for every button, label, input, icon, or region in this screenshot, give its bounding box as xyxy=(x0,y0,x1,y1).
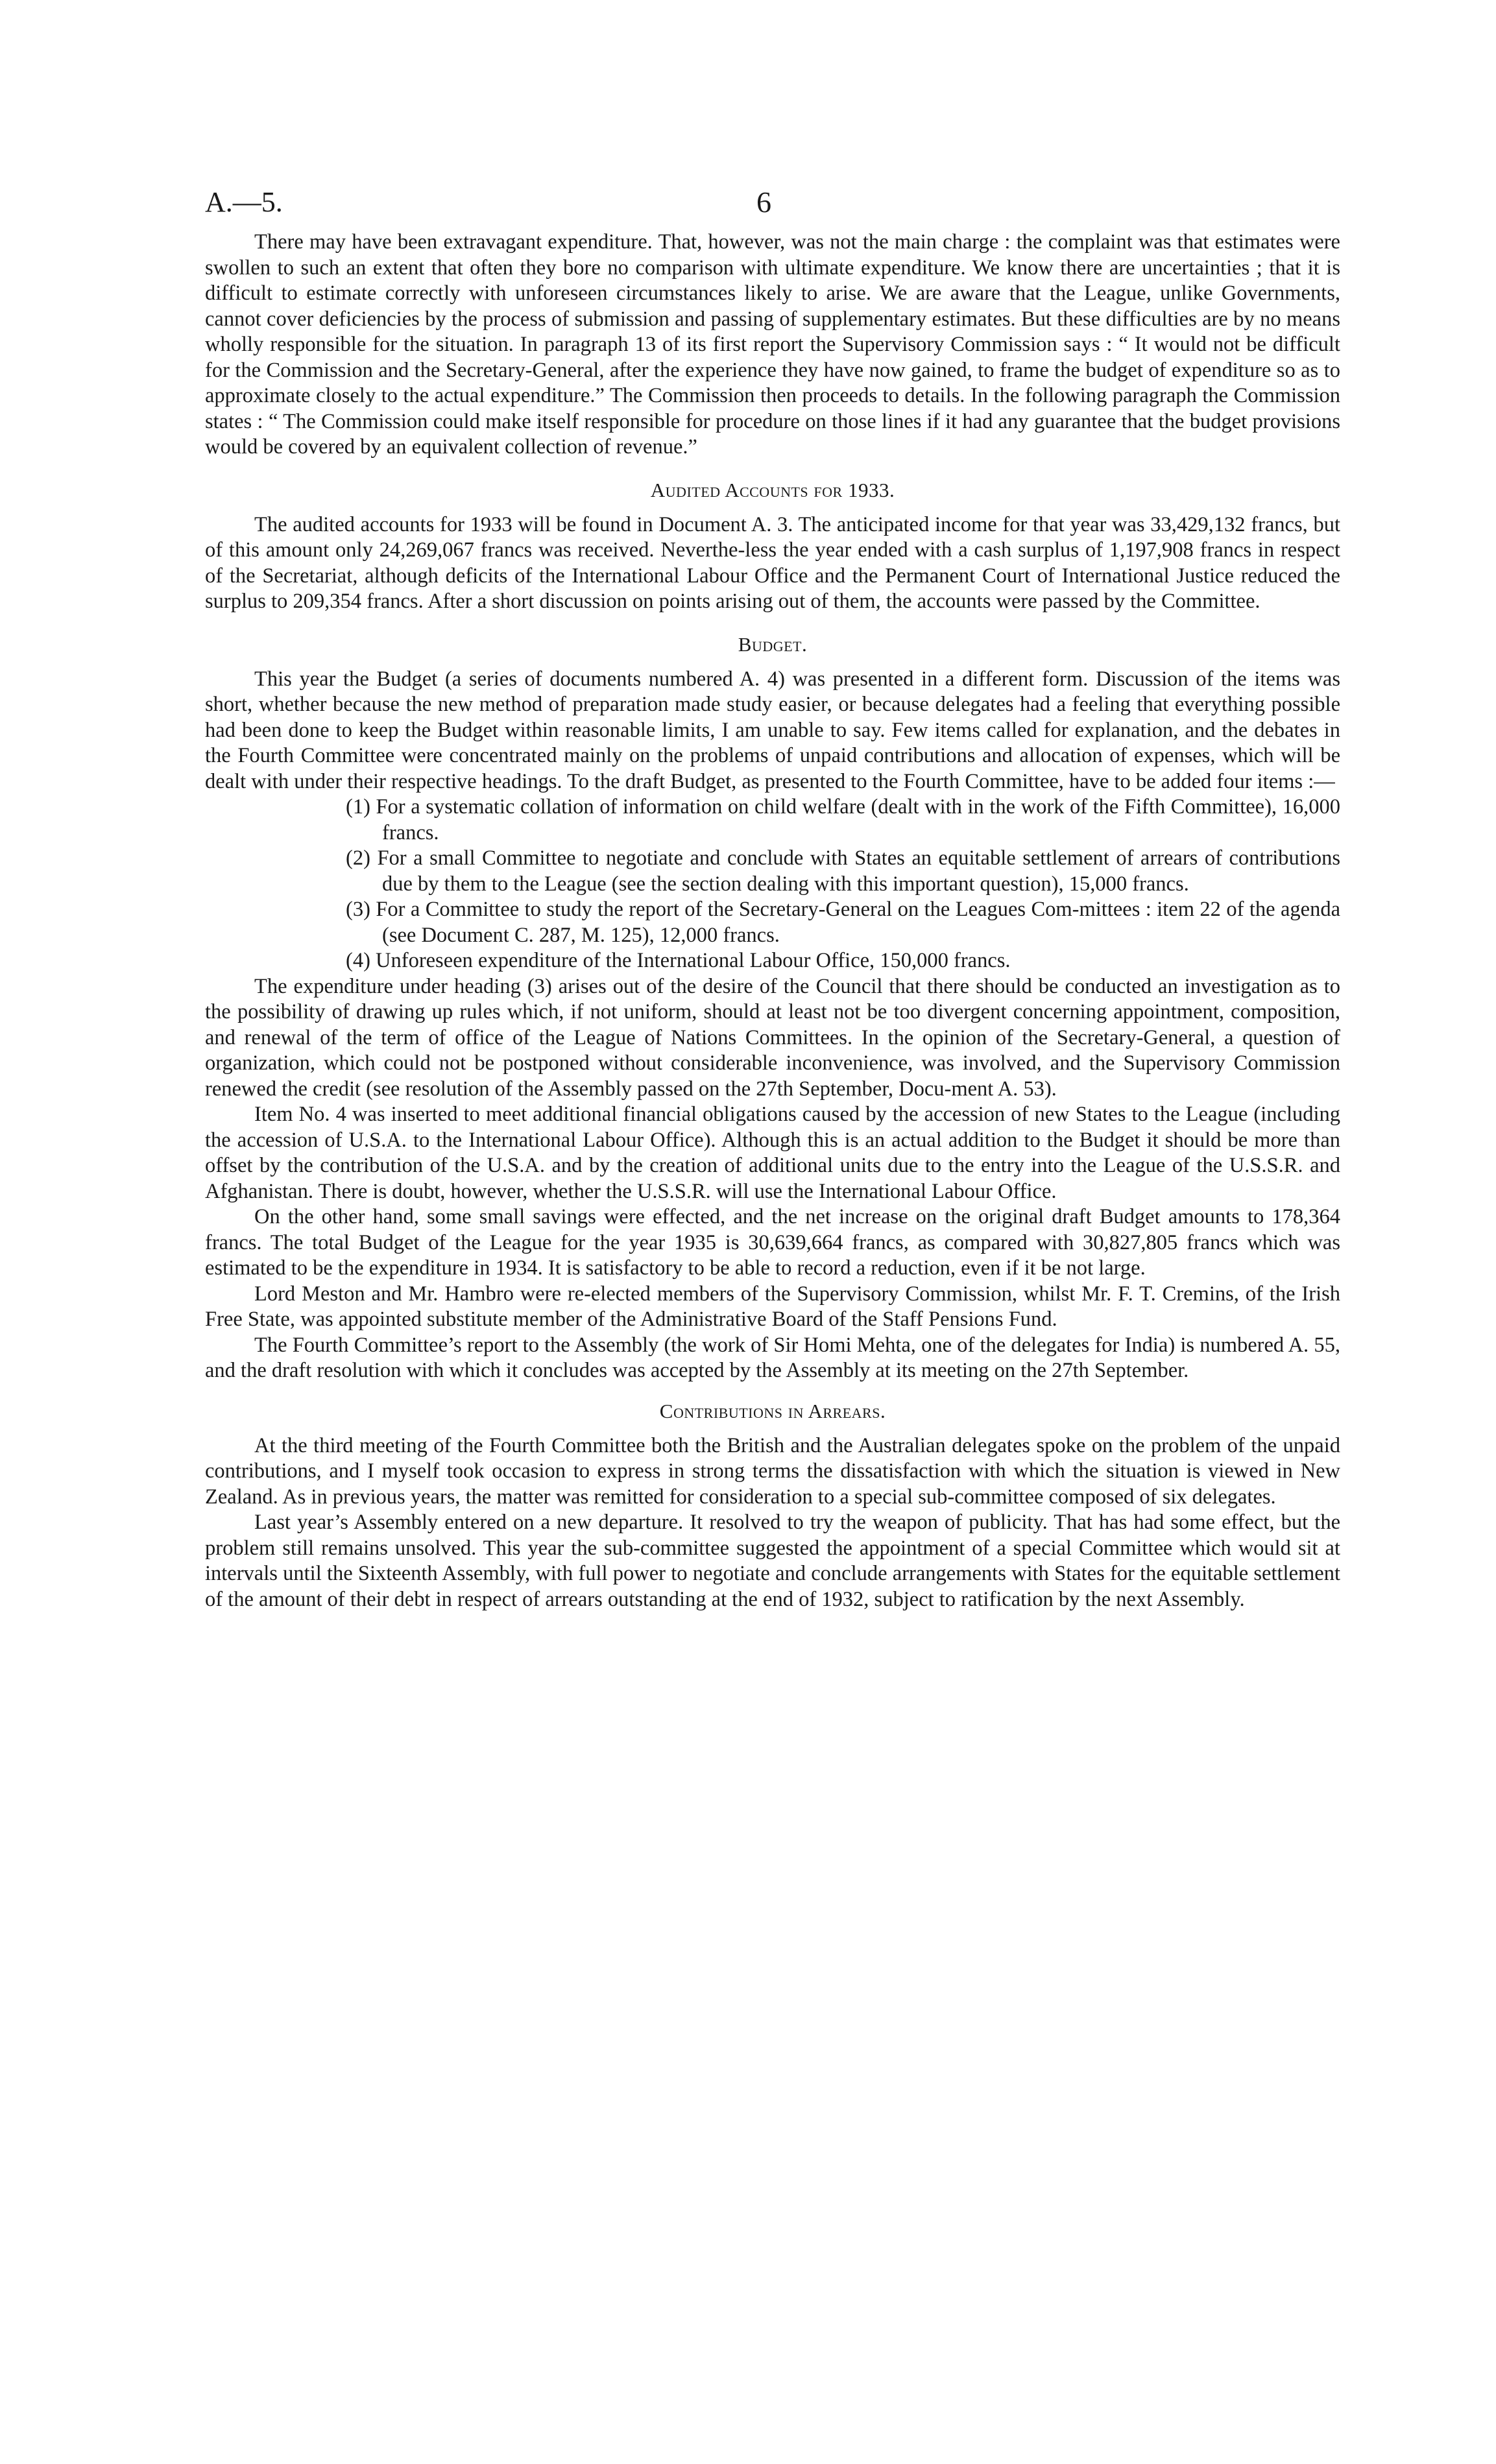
budget-paragraph: Item No. 4 was inserted to meet additional financial obligations caused by the accession of new States to the League (including the accession of U.S.A. to the International Labour Office). Although this is an actual addition to the Budget it should be more than offset by the contribution of the U.S.A. and by the creation of additional units due to the entry into the League of the U.S.S.R. and Afghanistan. There is doubt, however, whether the U.S.S.R. will use the International Labour Office. xyxy=(205,1103,1340,1203)
budget-items-list xyxy=(205,795,1340,974)
list-item: (3) For a Committee to study the report of the Secretary-General on the Leagues Com-mittees : item 22 of the agenda (see Document C. 287, M. 125), 12,000 francs. xyxy=(346,898,1340,947)
arrears-paragraph: Last year’s Assembly entered on a new departure. It resolved to try the weapon of publicity. That has had some effect, but the problem still remains unsolved. This year the sub-committee suggested the appointment of a special Committee which would sit at intervals until the Sixteenth Assembly, with full power to negotiate and conclude arrangements with States for the equitable settlement of the amount of their debt in respect of arrears outstanding at the end of 1932, subject to ratification by the next Assembly. xyxy=(205,1511,1340,1611)
intro-paragraph: There may have been extravagant expenditure. That, however, was not the main charge : the complaint was that estimates were swollen to such an extent that often they bore no comparison with ultimate expenditure. We know there are uncertainties ; that it is difficult to estimate correctly with unforeseen circumstances likely to arise. We are aware that the League, unlike Governments, cannot cover deficiencies by the process of submission and passing of supplementary estimates. But these difficulties are by no means wholly responsible for the situation. In paragraph 13 of its first report the Supervisory Commission says : “ It would not be difficult for the Commission and the Secretary-General, after the experience they have now gained, to frame the budget of expenditure so as to approximate closely to the actual expenditure.” The Commission then proceeds to details. In the following paragraph the Commission states : “ The Commission could make itself responsible for procedure on those lines if it had any guarantee that the budget provisions would be covered by an equivalent collection of revenue.” xyxy=(205,230,1340,459)
budget-paragraph: The expenditure under heading (3) arises out of the desire of the Council that there should be conducted an investigation as to the possibility of drawing up rules which, if not uniform, should at least not be too divergent concerning appointment, composition, and renewal of the term of office of the League of Nations Committees. In the opinion of the Secretary-General, a question of organization, which could not be postponed without considerable inconvenience, was involved, and the Supervisory Commission renewed the credit (see resolution of the Assembly passed on the 27th September, Docu-ment A. 53). xyxy=(205,974,1340,1101)
budget-paragraph: The Fourth Committee’s report to the Assembly (the work of Sir Homi Mehta, one of the delegates for India) is numbered A. 55, and the draft resolution with which it concludes was accepted by the Assembly at its meeting on the 27th September. xyxy=(205,1333,1340,1382)
arrears-paragraph: At the third meeting of the Fourth Committee both the British and the Australian delegates spoke on the problem of the unpaid contributions, and I myself took occasion to express in strong terms the dissatisfaction with which the situation is viewed in New Zealand. As in previous years, the matter was remitted for consideration to a special sub-committee composed of six delegates. xyxy=(205,1433,1340,1509)
list-item: (1) For a systematic collation of information on child welfare (dealt with in the work of the Fifth Committee), 16,000 francs. xyxy=(346,795,1340,844)
budget-paragraph: Lord Meston and Mr. Hambro were re-elected members of the Supervisory Commission, whilst Mr. F. T. Cremins, of the Irish Free State, was appointed substitute member of the Administrative Board of the Staff Pensions Fund. xyxy=(205,1282,1340,1331)
list-item: (4) Unforeseen expenditure of the International Labour Office, 150,000 francs. xyxy=(346,949,1011,972)
document-page xyxy=(205,183,1340,1612)
page-header xyxy=(205,183,1340,230)
contributions-arrears-heading: Contributions in Arrears. xyxy=(659,1399,886,1422)
budget-paragraph: On the other hand, some small savings were effected, and the net increase on the original draft Budget amounts to 178,364 francs. The total Budget of the League for the year 1935 is 30,639,664 francs, as compared with 30,827,805 francs which was estimated to be the expenditure in 1934. It is satisfactory to be able to record a reduction, even if it be not large. xyxy=(205,1205,1340,1280)
list-item: (2) For a small Committee to negotiate and conclude with States an equitable settlement of arrears of contributions due by them to the League (see the section dealing with this important question), 15,000 francs. xyxy=(346,846,1340,896)
document-reference: A.—5. xyxy=(205,186,283,218)
audited-accounts-paragraph: The audited accounts for 1933 will be found in Document A. 3. The anticipated income for that year was 33,429,132 francs, but of this amount only 24,269,067 francs was received. Neverthe-less the year ended with a cash surplus of 1,197,908 francs in respect of the Secretariat, although deficits of the International Labour Office and the Permanent Court of International Justice reduced the surplus to 209,354 francs. After a short discussion on points arising out of them, the accounts were passed by the Committee. xyxy=(205,512,1340,613)
page-number: 6 xyxy=(756,185,771,219)
audited-accounts-heading: Audited Accounts for 1933. xyxy=(650,478,895,501)
budget-heading: Budget. xyxy=(738,632,808,656)
budget-paragraph: This year the Budget (a series of documents numbered A. 4) was presented in a different form. Discussion of the items was short, whether because the new method of preparation made study easier, or because delegates had a feeling that everything possible had been done to keep the Budget within reasonable limits, I am unable to say. Few items called for explanation, and the debates in the Fourth Committee were concentrated mainly on the problems of unpaid contributions and allocation of expenses, which will be dealt with under their respective headings. To the draft Budget, as presented to the Fourth Committee, have to be added four items :— xyxy=(205,667,1340,793)
